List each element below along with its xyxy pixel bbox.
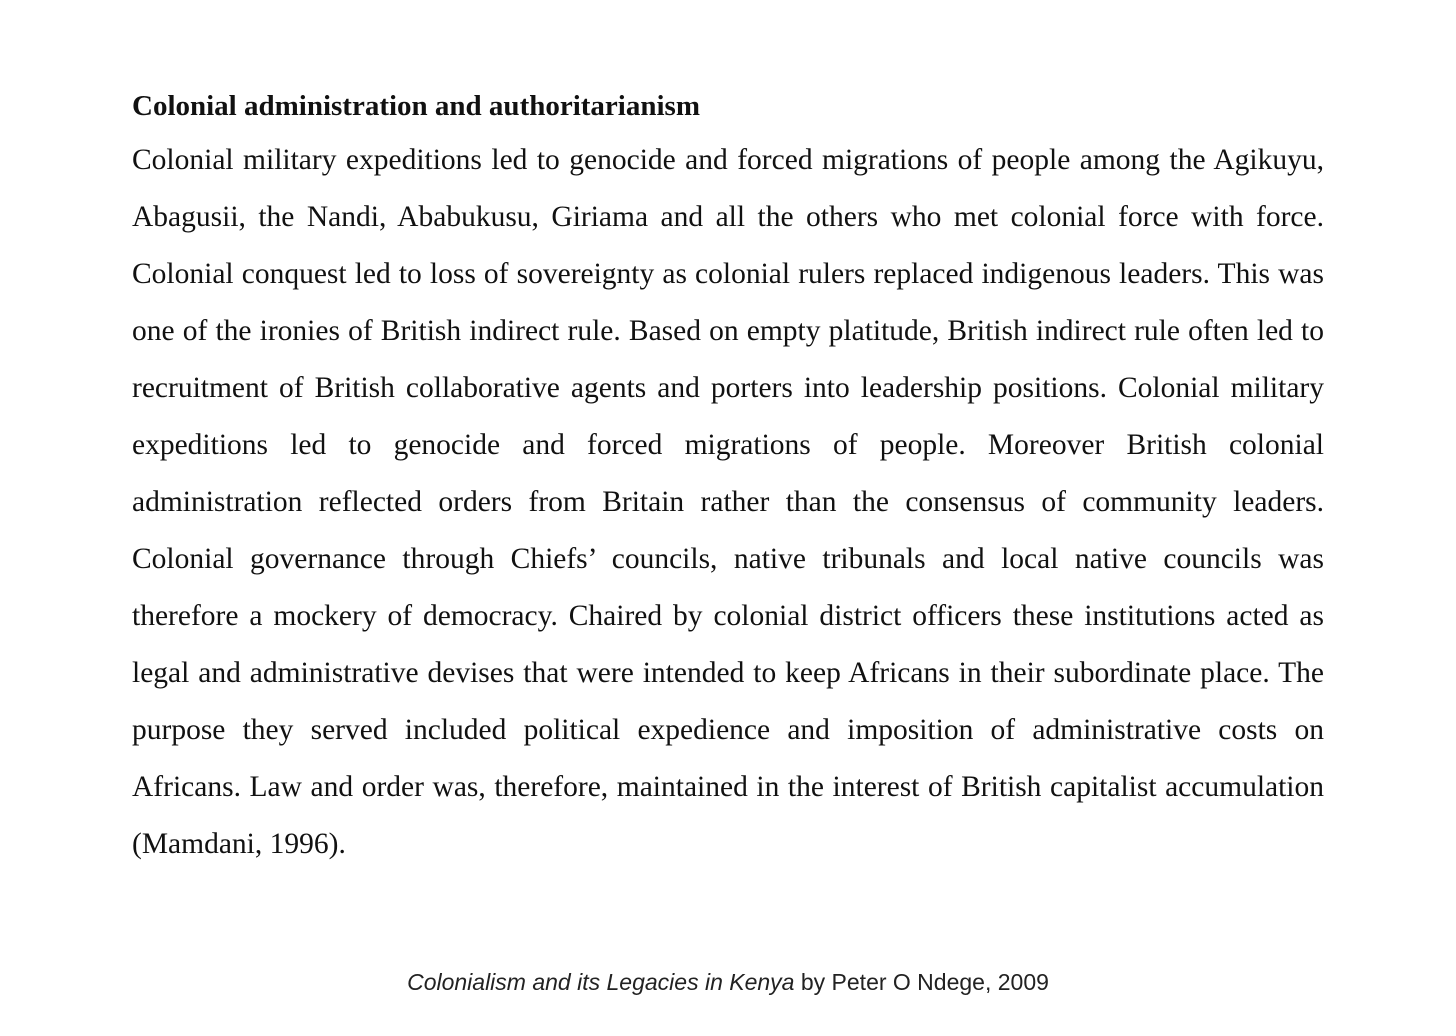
book-title: Colonialism and its Legacies in Kenya	[407, 969, 795, 995]
document-excerpt	[132, 80, 1324, 873]
section-heading: Colonial administration and authoritarianism	[132, 90, 700, 122]
source-caption	[0, 962, 1456, 1002]
body-paragraph: Colonial military expeditions led to genocide and forced migrations of people among the Agikuyu, Abagusii, the Nandi, Ababukusu, Giriama and all the others who met colonial force with force. Colonial conquest led to loss of sovereignty as colonial rulers replaced indigenous leaders. This was one of the ironies of British indirect rule. Based on empty platitude, British indirect rule often led to recruitment of British collaborative agents and porters into leadership positions. Colonial military expeditions led to genocide and forced migrations of people. Moreover British colonial administration reflected orders from Britain rather than the consensus of community leaders. Colonial governance through Chiefs’ councils, native tribunals and local native councils was therefore a mockery of democracy. Chaired by colonial district officers these institutions acted as legal and administrative devises that were intended to keep Africans in their subordinate place. The purpose they served included political expedience and imposition of administrative costs on Africans. Law and order was, therefore, maintained in the interest of British capitalist accumulation (Mamdani, 1996).	[132, 144, 1324, 860]
author-attribution: by Peter O Ndege, 2009	[794, 969, 1049, 995]
